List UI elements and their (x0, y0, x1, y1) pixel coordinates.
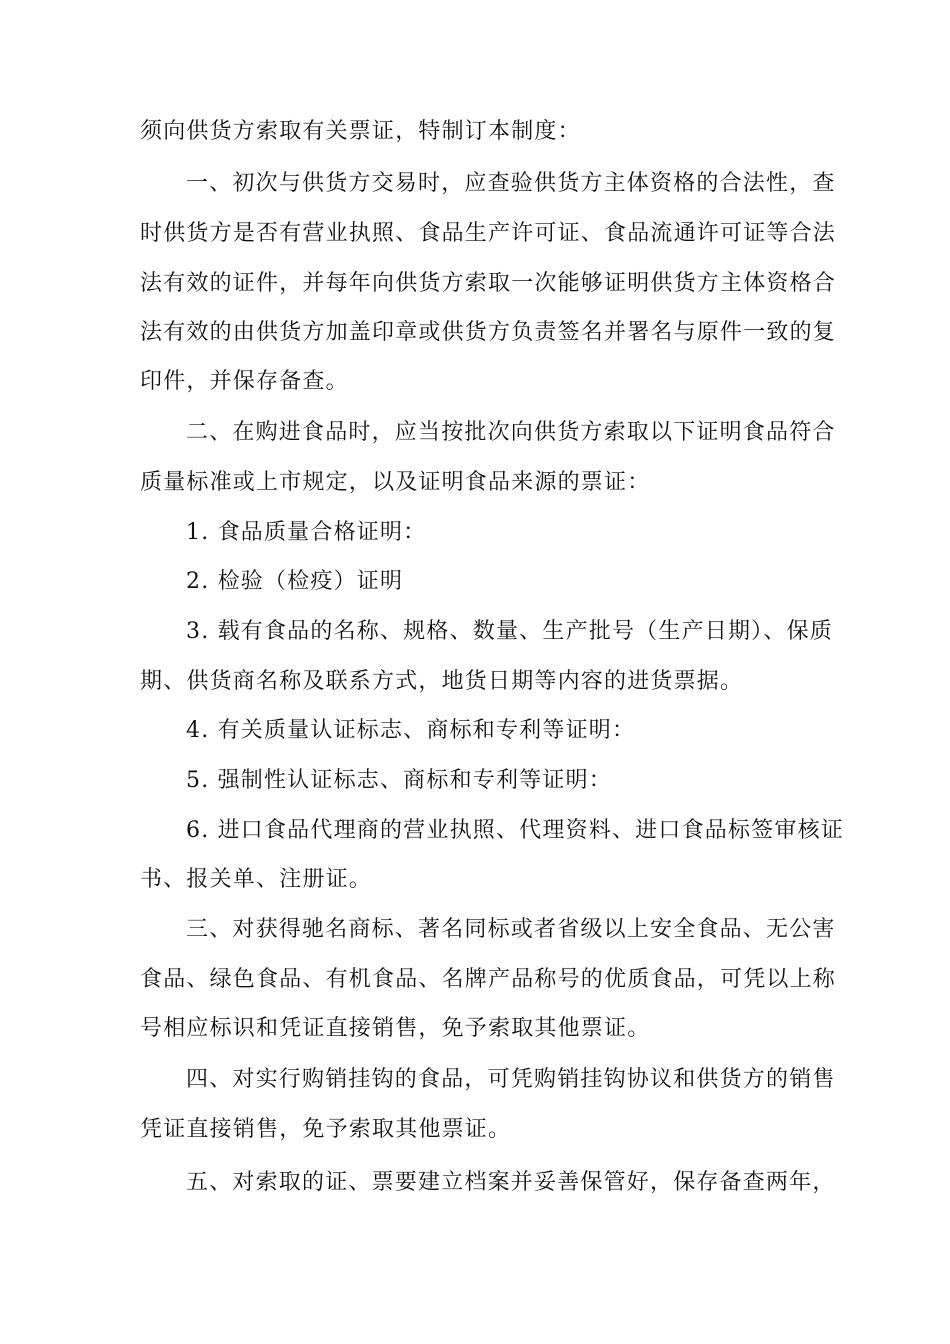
text-line: 食品、绿色食品、有机食品、名牌产品称号的优质食品，可凭以上称 (140, 967, 837, 992)
list-item: 6. 进口食品代理商的营业执照、代理资料、进口食品标签审核证 (186, 818, 844, 843)
list-item: 1. 食品质量合格证明： (186, 520, 427, 545)
text-line: 期、供货商名称及联系方式，地货日期等内容的进货票据。 (140, 669, 744, 694)
text-line: 号相应标识和凭证直接销售，免予索取其他票证。 (140, 1016, 651, 1041)
text-line: 印件，并保存备查。 (140, 369, 349, 394)
text-line: 法有效的由供货方加盖印章或供货方负责签名并署名与原件一致的复 (140, 320, 837, 345)
text-line: 法有效的证件，并每年向供货方索取一次能够证明供货方主体资格合 (140, 271, 837, 296)
text-line: 时供货方是否有营业执照、食品生产许可证、食品流通许可证等合法 (140, 221, 837, 246)
list-item: 3. 载有食品的名称、规格、数量、生产批号（生产日期）、保质 (186, 619, 833, 644)
list-item: 5. 强制性认证标志、商标和专利等证明： (186, 768, 612, 793)
list-item: 2. 检验（检疫）证明 (186, 569, 404, 594)
text-line: 二、在购进食品时，应当按批次向供货方索取以下证明食品符合 (186, 420, 836, 445)
list-item: 4. 有关质量认证标志、商标和专利等证明： (186, 718, 636, 743)
text-line: 四、对实行购销挂钩的食品，可凭购销挂钩协议和供货方的销售 (186, 1067, 836, 1092)
text-line: 凭证直接销售，免予索取其他票证。 (140, 1117, 512, 1142)
text-line: 三、对获得驰名商标、著名同标或者省级以上安全食品、无公害 (186, 917, 836, 942)
text-line: 一、初次与供货方交易时，应查验供货方主体资格的合法性，查 (186, 171, 836, 196)
text-line: 五、对索取的证、票要建立档案并妥善保管好，保存备查两年， (186, 1170, 836, 1195)
text-line: 书、报关单、注册证。 (140, 867, 373, 892)
text-line: 质量标准或上市规定，以及证明食品来源的票证： (140, 470, 651, 495)
text-line: 须向供货方索取有关票证，特制订本制度： (140, 119, 581, 144)
